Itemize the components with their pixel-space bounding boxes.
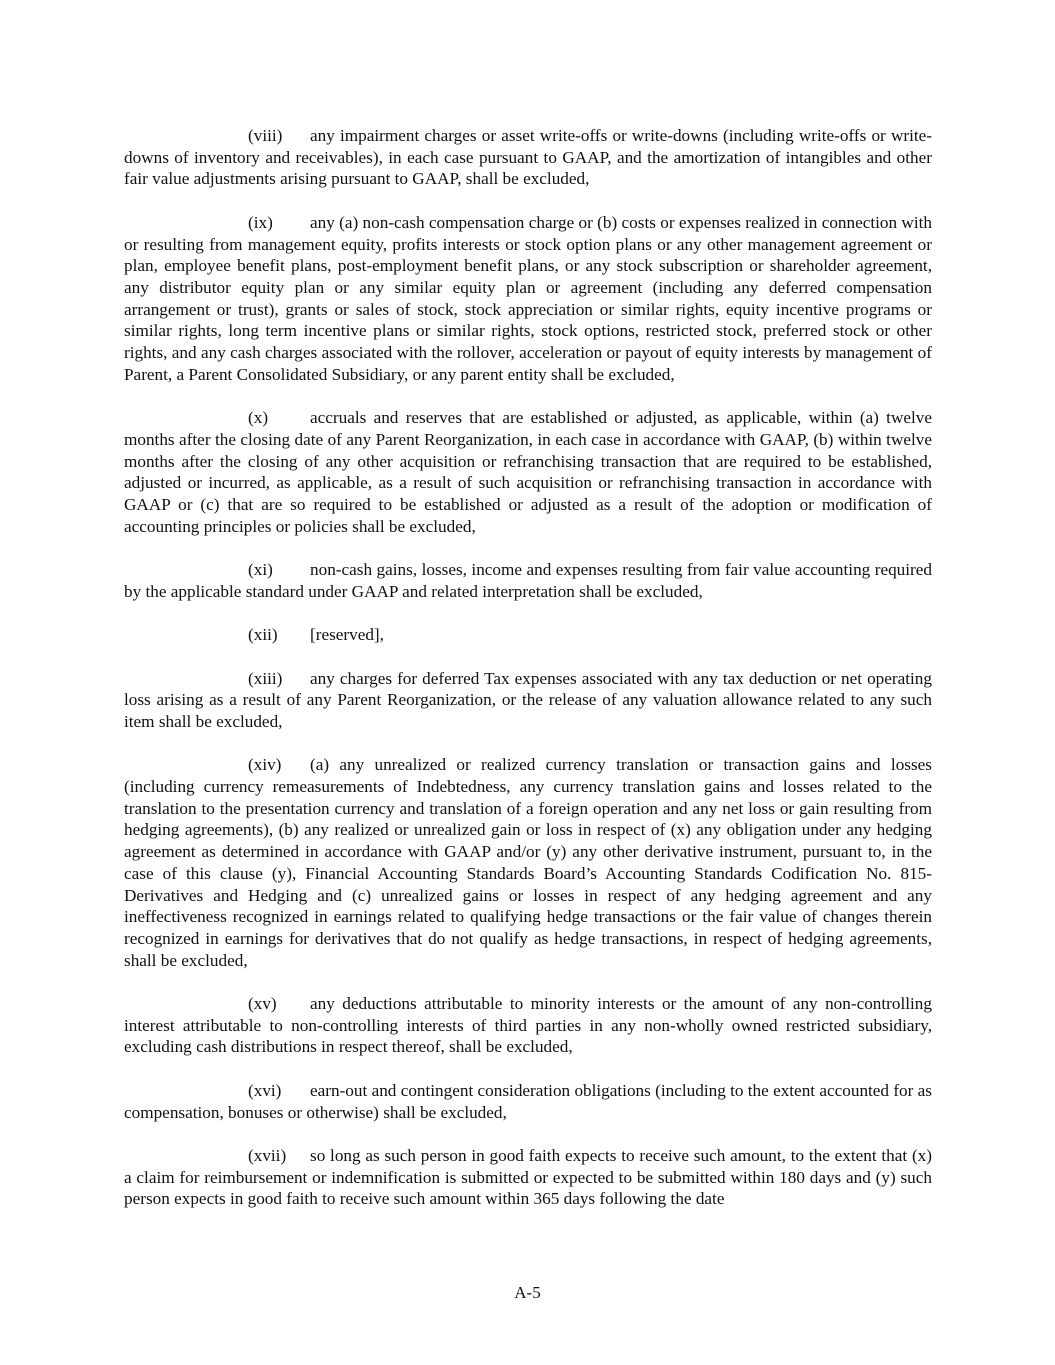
- clause-text: any impairment charges or asset write-offs or write-downs (including write-offs or write-downs of inventory and receivables), in each case pursuant to GAAP, and the amortization of intangibles and other fair value adjustments arising pursuant to GAAP, shall be excluded,: [124, 126, 932, 189]
- page-number: A-5: [514, 1283, 541, 1302]
- clause-xi: [124, 559, 932, 602]
- clause-number: (xii): [248, 625, 278, 645]
- clause-text: any deductions attributable to minority interests or the amount of any non-controlling interest attributable to non-controlling interests of third parties in any non-wholly owned restricted subsidiary, excluding cash distributions in respect thereof, shall be excluded,: [124, 994, 932, 1057]
- clause-text: non-cash gains, losses, income and expenses resulting from fair value accounting required by the applicable standard under GAAP and related interpretation shall be excluded,: [124, 560, 932, 601]
- clause-number: (xi): [248, 560, 273, 580]
- clause-number: (viii): [248, 126, 283, 145]
- clause-text: accruals and reserves that are established or adjusted, as applicable, within (a) twelve months after the closing date of any Parent Reorganization, in each case in accordance with GAAP, (b) within twelve months after the closing of any other acquisition or refranchising transaction that are required to be established, adjusted or incurred, as applicable, as a result of such acquisition or refranchising transaction in accordance with GAAP or (c) that are so required to be established or adjusted as a result of the adoption or modification of accounting principles or policies shall be excluded,: [124, 408, 932, 536]
- clause-xiii: [124, 668, 932, 733]
- clause-number: (xvii): [248, 1145, 287, 1165]
- clause-xiv: [124, 754, 932, 971]
- clause-number: (xv): [248, 994, 277, 1014]
- clause-text: [reserved],: [310, 625, 384, 645]
- clause-number: (xiii): [248, 668, 283, 688]
- clause-xii: [124, 624, 932, 646]
- clause-number: (x): [248, 408, 269, 428]
- clause-number: (xiv): [248, 755, 282, 775]
- clause-text: earn-out and contingent consideration obligations (including to the extent accounted for as compensation, bonuses or otherwise) shall be excluded,: [124, 1080, 932, 1122]
- clause-x: [124, 407, 932, 537]
- clause-viii: [124, 125, 932, 190]
- clause-text: so long as such person in good faith expects to receive such amount, to the extent that (x) a claim for reimbursement or indemnification is submitted or expected to be submitted within 180 days and (y) such person expects in good faith to receive such amount within 365 days following the date: [124, 1145, 932, 1209]
- clause-xvii: [124, 1145, 932, 1210]
- clause-text: (a) any unrealized or realized currency translation or transaction gains and losses (including currency remeasurements of Indebtedness, any currency translation gains and losses related to the translation to the presentation currency and translation of a foreign operation and any net loss or gain resulting from hedging agreements), (b) any realized or unrealized gain or loss in respect of (x) any obligation under any hedging agreement as determined in accordance with GAAP and/or (y) any other derivative instrument, pursuant to, in the case of this clause (y), Financial Accounting Standards Board’s Accounting Standards Codification No. 815-Derivatives and Hedging and (c) unrealized gains or losses in respect of any hedging agreement and any ineffectiveness recognized in earnings related to qualifying hedge transactions or the fair value of changes therein recognized in earnings for derivatives that do not qualify as hedge transactions, in respect of hedging agreements, shall be excluded,: [124, 755, 932, 970]
- clause-xvi: [124, 1080, 932, 1123]
- clause-number: (ix): [248, 212, 273, 232]
- clause-text: any charges for deferred Tax expenses associated with any tax deduction or net operating loss arising as a result of any Parent Reorganization, or the release of any valuation allowance related to any such item shall be excluded,: [124, 668, 932, 731]
- document-body: [124, 125, 932, 1232]
- clause-ix: [124, 212, 932, 386]
- clause-xv: [124, 993, 932, 1058]
- clause-text: any (a) non-cash compensation charge or (b) costs or expenses realized in connection with or resulting from management equity, profits interests or stock option plans or any other management agreement or plan, employee benefit plans, post-employment benefit plans, or any stock subscription or shareholder agreement, any distributor equity plan or any similar equity plan or agreement (including any deferred compensation arrangement or trust), grants or sales of stock, stock appreciation or similar rights, equity incentive programs or similar rights, long term incentive plans or similar rights, stock options, restricted stock, preferred stock or other rights, and any cash charges associated with the rollover, acceleration or payout of equity interests by management of Parent, a Parent Consolidated Subsidiary, or any parent entity shall be excluded,: [124, 212, 932, 384]
- clause-number: (xvi): [248, 1080, 282, 1100]
